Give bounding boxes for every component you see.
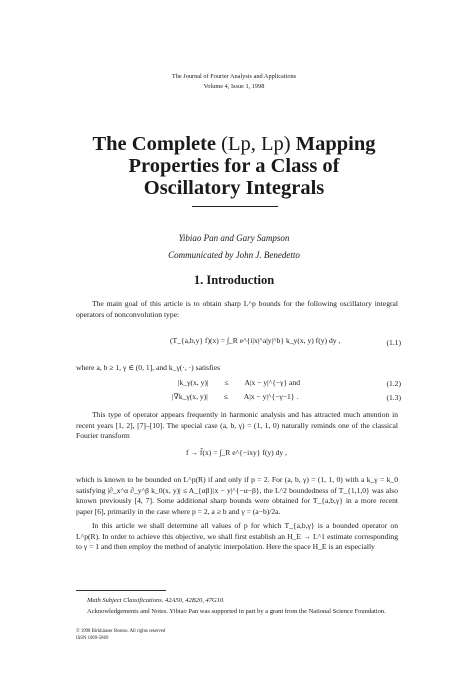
title-rule xyxy=(192,206,278,207)
issn-line: ISSN 1069-5869 xyxy=(76,636,109,641)
title-line-3: Oscillatory Integrals xyxy=(143,177,325,199)
title-line-2: Properties for a Class of xyxy=(128,155,340,177)
authors: Yibiao Pan and Gary Sampson xyxy=(178,233,290,243)
equation-1-2 xyxy=(178,378,300,387)
eq-1-2-rel: ≤ xyxy=(224,378,229,387)
eq-1-3-rel: ≤ xyxy=(223,392,228,401)
footnote-rule xyxy=(76,590,166,591)
paragraph-5: In this article we shall determine all values of p for which T_{a,b,γ} is a bounded operator on L^p(R). In order to achieve this objective, we shall first establish an H_E → L^1 estimate corresponding to γ = 1 and then employ the method of analytic interpolation. Here the space H_E is an especially xyxy=(76,521,398,552)
equation-fourier: f → f̂(x) = ∫_R e^{−ixy} f(y) dy , xyxy=(186,448,288,457)
title-line-1: The Complete (Lp, Lp) Mapping xyxy=(92,133,376,155)
paragraph-4: which is known to be bounded on L^p(R) if and only if p = 2. For (a, b, γ) = (1, 1, 0) with a k_γ = k_0 satisfying |∂_x^α ∂_y^β k_0(x, y)| ≤ A_{αβ}|x − y|^{−α−β}, the L^2 boundedness of T_{1,1,0} was also known previously [4, 7]. Some additional sharp bounds were obtained for T_{a,b,γ} in a more recent paper [6], primarily in the case where p = 2, a ≥ b and γ = (a−b)/2a. xyxy=(76,475,398,516)
footnote-subject-class: Math Subject Classifications. 42A50, 42B20, 47G10. xyxy=(87,597,225,604)
equation-1-1: (T_{a,b,y} f)(x) = ∫_R e^{i|x|^a|y|^b} k_y(x, y) f(y) dy , xyxy=(170,336,341,345)
paragraph-2: where a, b ≥ 1, γ ∈ (0, 1], and k_γ(·, ·) satisfies xyxy=(76,363,221,372)
eq-1-2-lhs: |k_γ(x, y)| xyxy=(178,378,209,387)
paragraph-3: This type of operator appears frequently in harmonic analysis and has attracted much attention in recent years [1, 2], [7]–[10]. The special case (a, b, γ) = (1, 1, 0) naturally reminds one of the classical Fourier transform xyxy=(76,410,398,441)
eq-1-2-rhs: A|x − y|^{−γ} and xyxy=(244,378,300,387)
equation-number-1-3: (1.3) xyxy=(386,393,401,402)
communicated-by: Communicated by John J. Benedetto xyxy=(168,250,300,260)
paper-title xyxy=(0,133,468,199)
equation-number-1-1: (1.1) xyxy=(386,338,401,347)
volume-info: Volume 4, Issue 1, 1998 xyxy=(203,83,265,90)
eq-1-3-rhs: A|x − y|^{−γ−1} . xyxy=(243,392,299,401)
copyright-line: © 1998 Birkhäuser Boston. All rights reserved xyxy=(76,629,166,634)
eq-1-3-lhs: |∇k_γ(x, y)| xyxy=(172,392,208,401)
equation-1-3 xyxy=(172,392,298,401)
section-heading: 1. Introduction xyxy=(193,273,275,287)
equation-number-1-2: (1.2) xyxy=(386,379,401,388)
journal-name: The Journal of Fourier Analysis and Applications xyxy=(171,73,297,80)
paragraph-1: The main goal of this article is to obtain sharp L^p bounds for the following oscillatory integral operators of nonconvolution type: xyxy=(76,299,398,319)
footnote-acknowledgements: Acknowledgements and Notes. Yibiao Pan was supported in part by a grant from the National Science Foundation. xyxy=(87,608,386,615)
